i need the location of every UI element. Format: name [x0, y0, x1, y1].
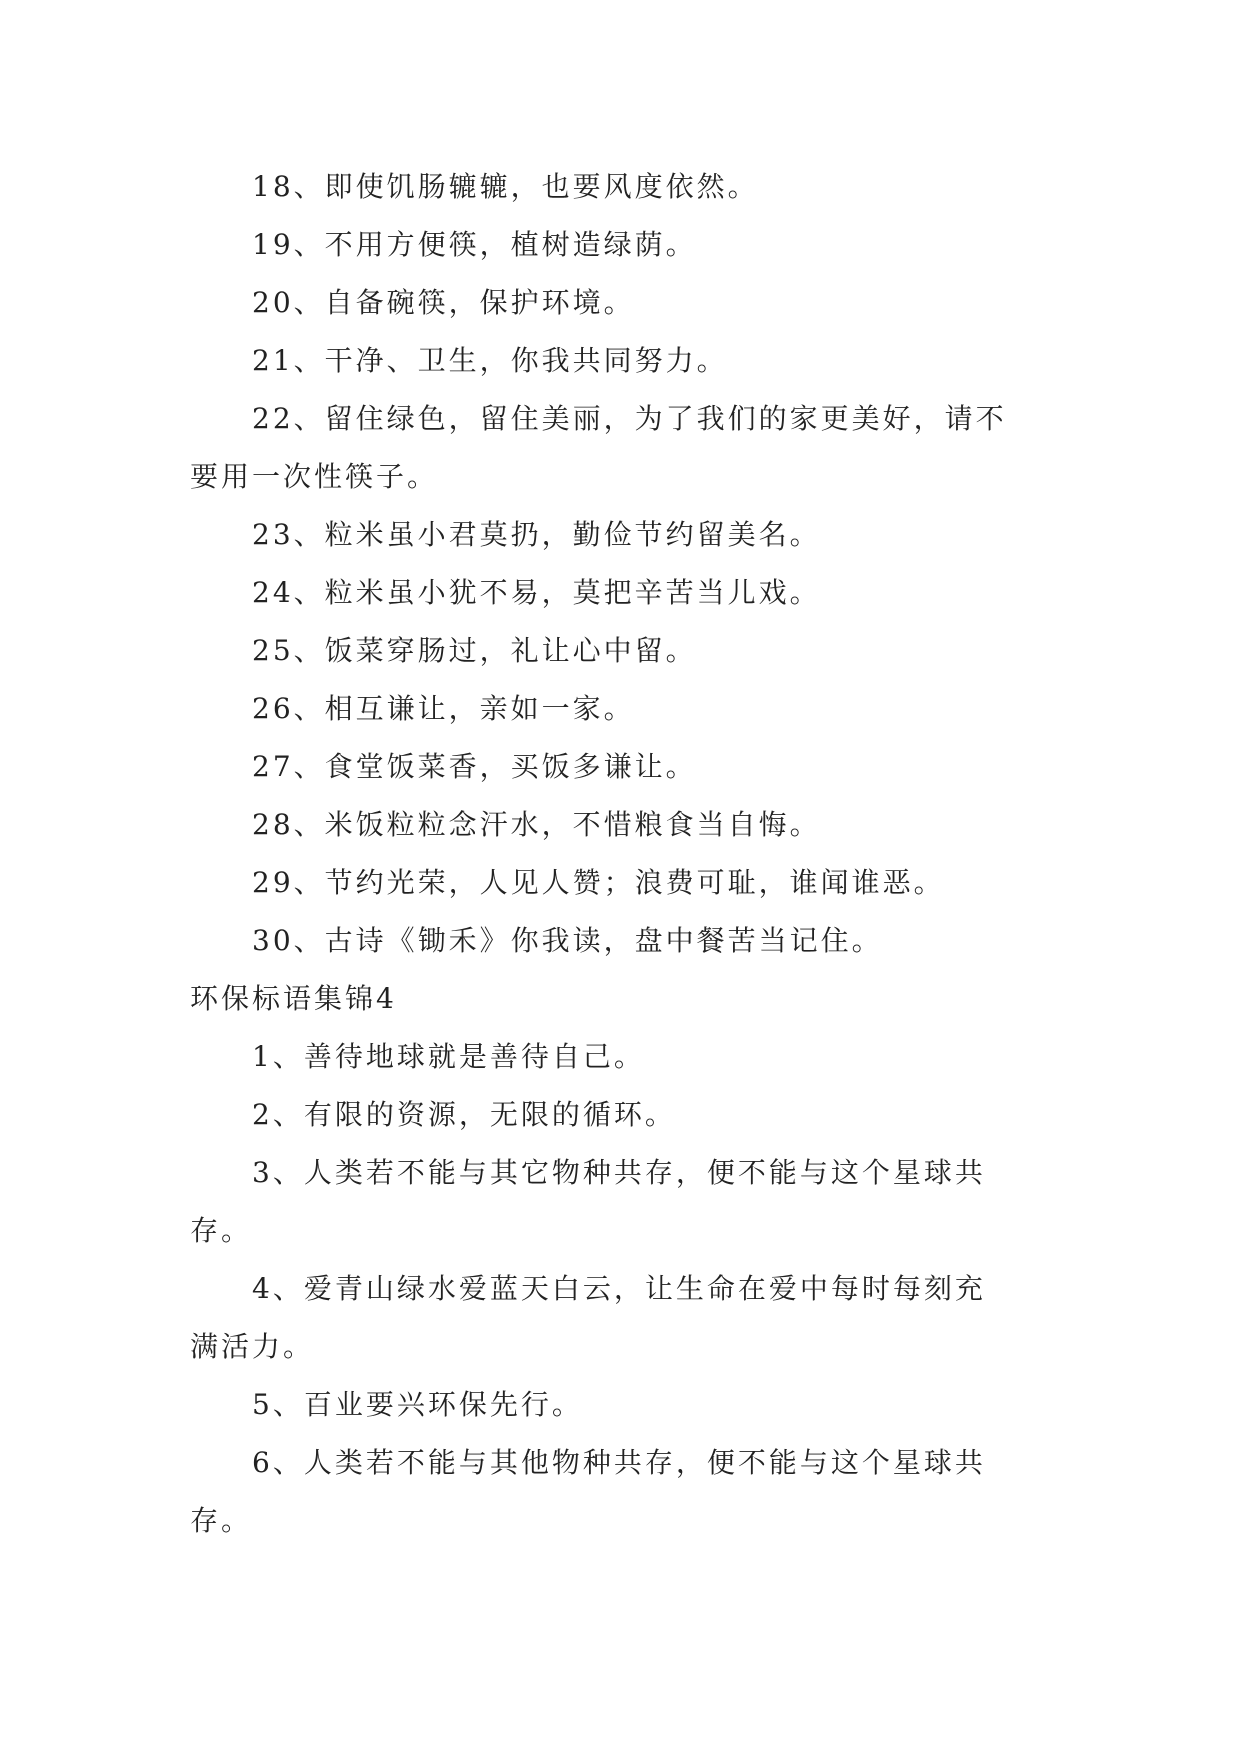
- eco-slogan-4-continued: 满活力。: [190, 1330, 315, 1363]
- slogan-18: 18、即使饥肠辘辘，也要风度依然。: [252, 170, 759, 203]
- eco-slogan-5: 5、百业要兴环保先行。: [252, 1388, 583, 1421]
- eco-slogan-2: 2、有限的资源，无限的循环。: [252, 1098, 676, 1131]
- slogan-23: 23、粒米虽小君莫扔，勤俭节约留美名。: [252, 518, 821, 551]
- slogan-28: 28、米饭粒粒念汗水，不惜粮食当自悔。: [252, 808, 821, 841]
- slogan-20: 20、自备碗筷，保护环境。: [252, 286, 635, 319]
- slogan-26: 26、相互谦让，亲如一家。: [252, 692, 635, 725]
- slogan-27: 27、食堂饭菜香，买饭多谦让。: [252, 750, 697, 783]
- slogan-22: 22、留住绿色，留住美丽，为了我们的家更美好，请不: [252, 402, 1007, 435]
- slogan-19: 19、不用方便筷，植树造绿荫。: [252, 228, 697, 261]
- document-body: [190, 158, 1050, 1550]
- eco-slogan-1: 1、善待地球就是善待自己。: [252, 1040, 645, 1073]
- eco-slogan-4: 4、爱青山绿水爱蓝天白云，让生命在爱中每时每刻充: [252, 1272, 986, 1305]
- eco-slogan-3: 3、人类若不能与其它物种共存，便不能与这个星球共: [252, 1156, 986, 1189]
- eco-slogan-6-continued: 存。: [190, 1504, 253, 1537]
- slogan-30: 30、古诗《锄禾》你我读，盘中餐苦当记住。: [252, 924, 883, 957]
- slogan-24: 24、粒米虽小犹不易，莫把辛苦当儿戏。: [252, 576, 821, 609]
- slogan-22-continued: 要用一次性筷子。: [190, 460, 439, 493]
- eco-slogan-3-continued: 存。: [190, 1214, 253, 1247]
- slogan-29: 29、节约光荣，人见人赞；浪费可耻，谁闻谁恶。: [252, 866, 945, 899]
- section-heading: 环保标语集锦4: [190, 982, 397, 1015]
- eco-slogan-6: 6、人类若不能与其他物种共存，便不能与这个星球共: [252, 1446, 986, 1479]
- slogan-21: 21、干净、卫生，你我共同努力。: [252, 344, 728, 377]
- slogan-25: 25、饭菜穿肠过，礼让心中留。: [252, 634, 697, 667]
